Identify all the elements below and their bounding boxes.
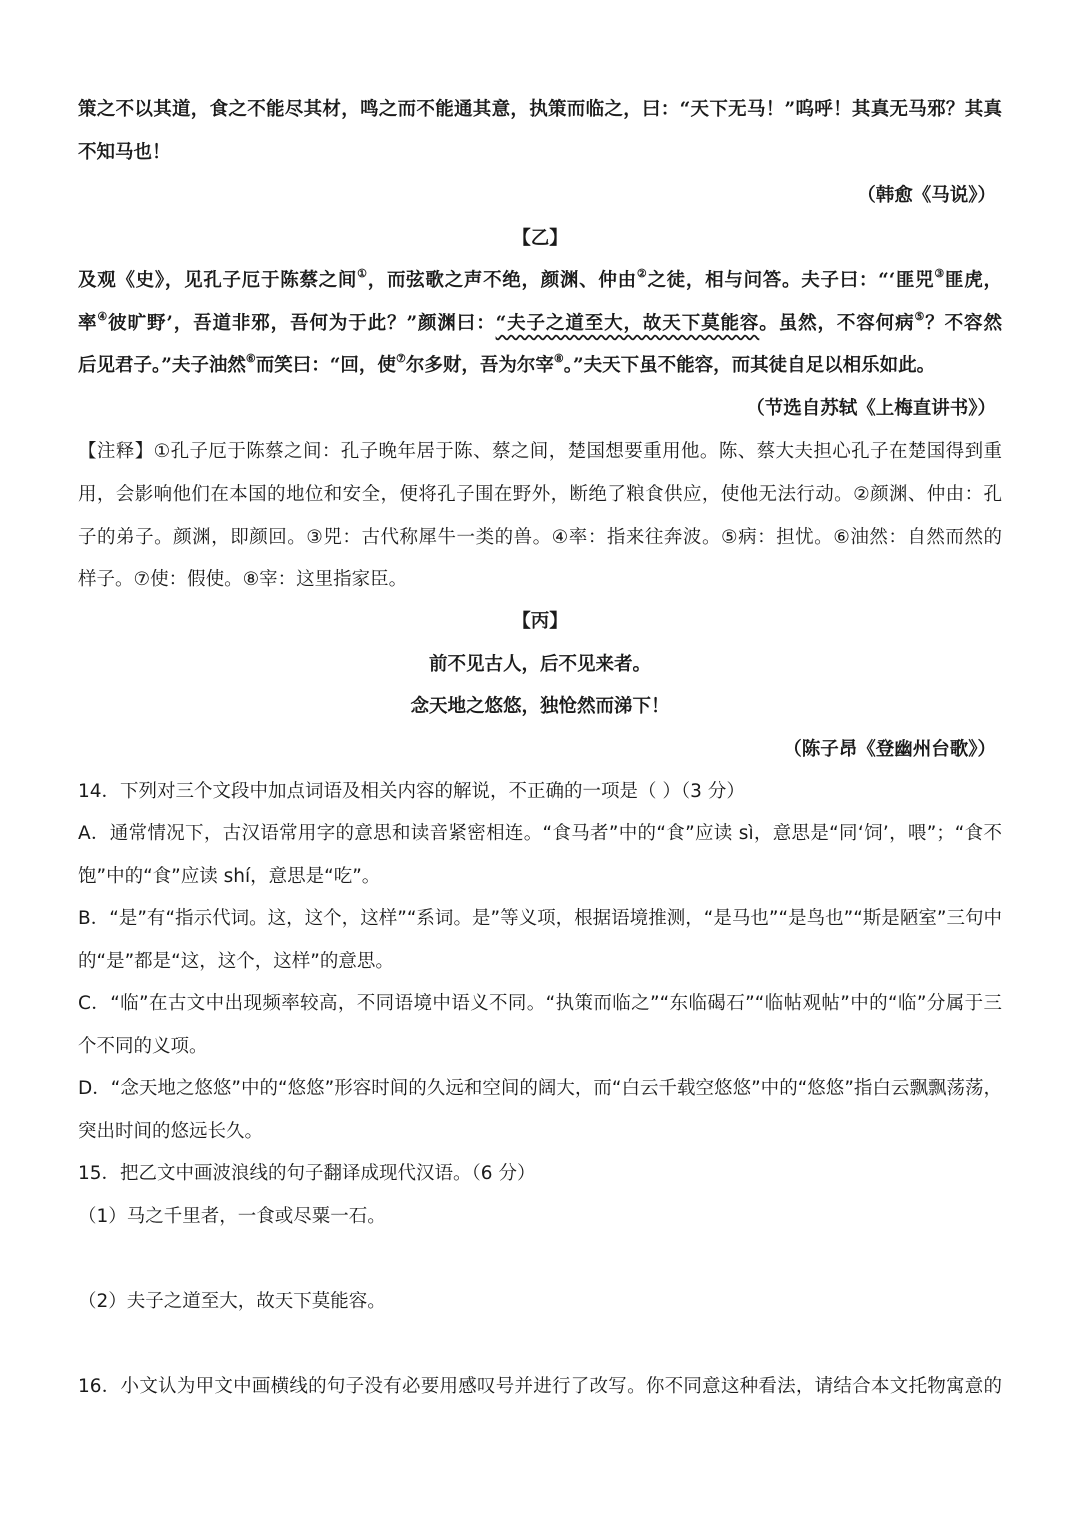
q15-part-2: （2）夫子之道至大，故天下莫能容。 [78, 1291, 386, 1312]
footnote-marker: ① [357, 266, 368, 280]
yi-text-line-2: 率④彼旷野’，吾道非邪，吾何为于此？”颜渊曰：“夫子之道至大，故天下莫能容。虽然，不容何病⑤？不容然 [78, 309, 1002, 334]
jia-text-line-2: 不知马也！ [78, 142, 171, 163]
footnote-marker: ⑤ [914, 309, 926, 323]
footnote-marker: ② [636, 266, 648, 280]
q14-option-a-line-2: 饱”中的“食”应读 shí，意思是“吃”。 [78, 866, 381, 887]
q15-part-1: （1）马之千里者，一食或尽粟一石。 [78, 1206, 386, 1227]
bing-source: （陈子昂《登幽州台歌》） [783, 739, 996, 760]
q14-option-c-line-1: C．“临”在古文中出现频率较高，不同语境中语义不同。“执策而临之”“东临碣石”“临帖观帖”中的“临”分属于三 [78, 993, 1002, 1014]
yi-source: （节选自苏轼《上梅直讲书》） [746, 398, 996, 419]
bing-heading: 【丙】 [512, 611, 568, 632]
wavy-underlined-sentence: “夫子之道至大，故天下莫能容 [495, 313, 760, 334]
q14-option-c-line-2: 个不同的义项。 [78, 1036, 208, 1057]
notes-label: 【注释】 [78, 441, 154, 462]
yi-heading: 【乙】 [512, 228, 568, 249]
footnote-marker: ④ [97, 309, 109, 323]
q14-stem: 14．下列对三个文段中加点词语及相关内容的解说，不正确的一项是（ ）（3 分） [78, 781, 745, 802]
notes-line-1: 【注释】①孔子厄于陈蔡之间：孔子晚年居于陈、蔡之间，楚国想要重用他。陈、蔡大夫担心孔子在楚国得到重 [78, 441, 1002, 462]
q14-option-b-line-2: 的“是”都是“这，这个，这样”的意思。 [78, 951, 394, 972]
footnote-marker: ⑥ [245, 351, 256, 365]
yi-text-line-1: 及观《史》，见孔子厄于陈蔡之间①，而弦歌之声不绝，颜渊、仲由②之徒，相与问答。夫子曰：“‘匪兕③匪虎， [78, 266, 1002, 291]
notes-line-2: 用，会影响他们在本国的地位和安全，便将孔子围在野外，断绝了粮食供应，使他无法行动。②颜渊、仲由：孔 [78, 484, 1002, 505]
footnote-marker: ③ [934, 266, 945, 280]
q14-option-d-line-1: D．“念天地之悠悠”中的“悠悠”形容时间的久远和空间的阔大，而“白云千载空悠悠”中的“悠悠”指白云飘飘荡荡， [78, 1078, 1002, 1099]
jia-text-line-1: 策之不以其道，食之不能尽其材，鸣之而不能通其意，执策而临之，曰：“天下无马！”呜呼！其真无马邪？其真 [78, 99, 1002, 120]
notes-line-4: 样子。⑦使：假使。⑧宰：这里指家臣。 [78, 569, 408, 590]
footnote-marker: ⑧ [553, 351, 564, 365]
q16-stem: 16．小文认为甲文中画横线的句子没有必要用感叹号并进行了改写。你不同意这种看法，请结合本文托物寓意的 [78, 1376, 1002, 1397]
notes-line-3: 子的弟子。颜渊，即颜回。③兕：古代称犀牛一类的兽。④率：指来往奔波。⑤病：担忧。⑥油然：自然而然的 [78, 527, 1002, 548]
bing-poem-line-2: 念天地之悠悠，独怆然而涕下！ [410, 696, 670, 717]
q14-option-d-line-2: 突出时间的悠远长久。 [78, 1121, 264, 1142]
q14-option-a-line-1: A．通常情况下，古汉语常用字的意思和读音紧密相连。“食马者”中的“食”应读 sì，意思是“同‘饲’，喂”；“食不 [78, 823, 1002, 844]
yi-text-line-3: 后见君子。”夫子油然⑥而笑曰：“回，使⑦尔多财，吾为尔宰⑧。”夫天下虽不能容，而其徒自足以相乐如此。 [78, 351, 936, 376]
jia-source: （韩愈《马说》） [857, 185, 996, 206]
q14-option-b-line-1: B．“是”有“指示代词。这，这个，这样”“系词。是”等义项，根据语境推测，“是马也”“是鸟也”“斯是陋室”三句中 [78, 908, 1002, 929]
footnote-marker: ⑦ [395, 351, 406, 365]
q15-stem: 15．把乙文中画波浪线的句子翻译成现代汉语。（6 分） [78, 1163, 536, 1184]
bing-poem-line-1: 前不见古人，后不见来者。 [428, 654, 651, 675]
